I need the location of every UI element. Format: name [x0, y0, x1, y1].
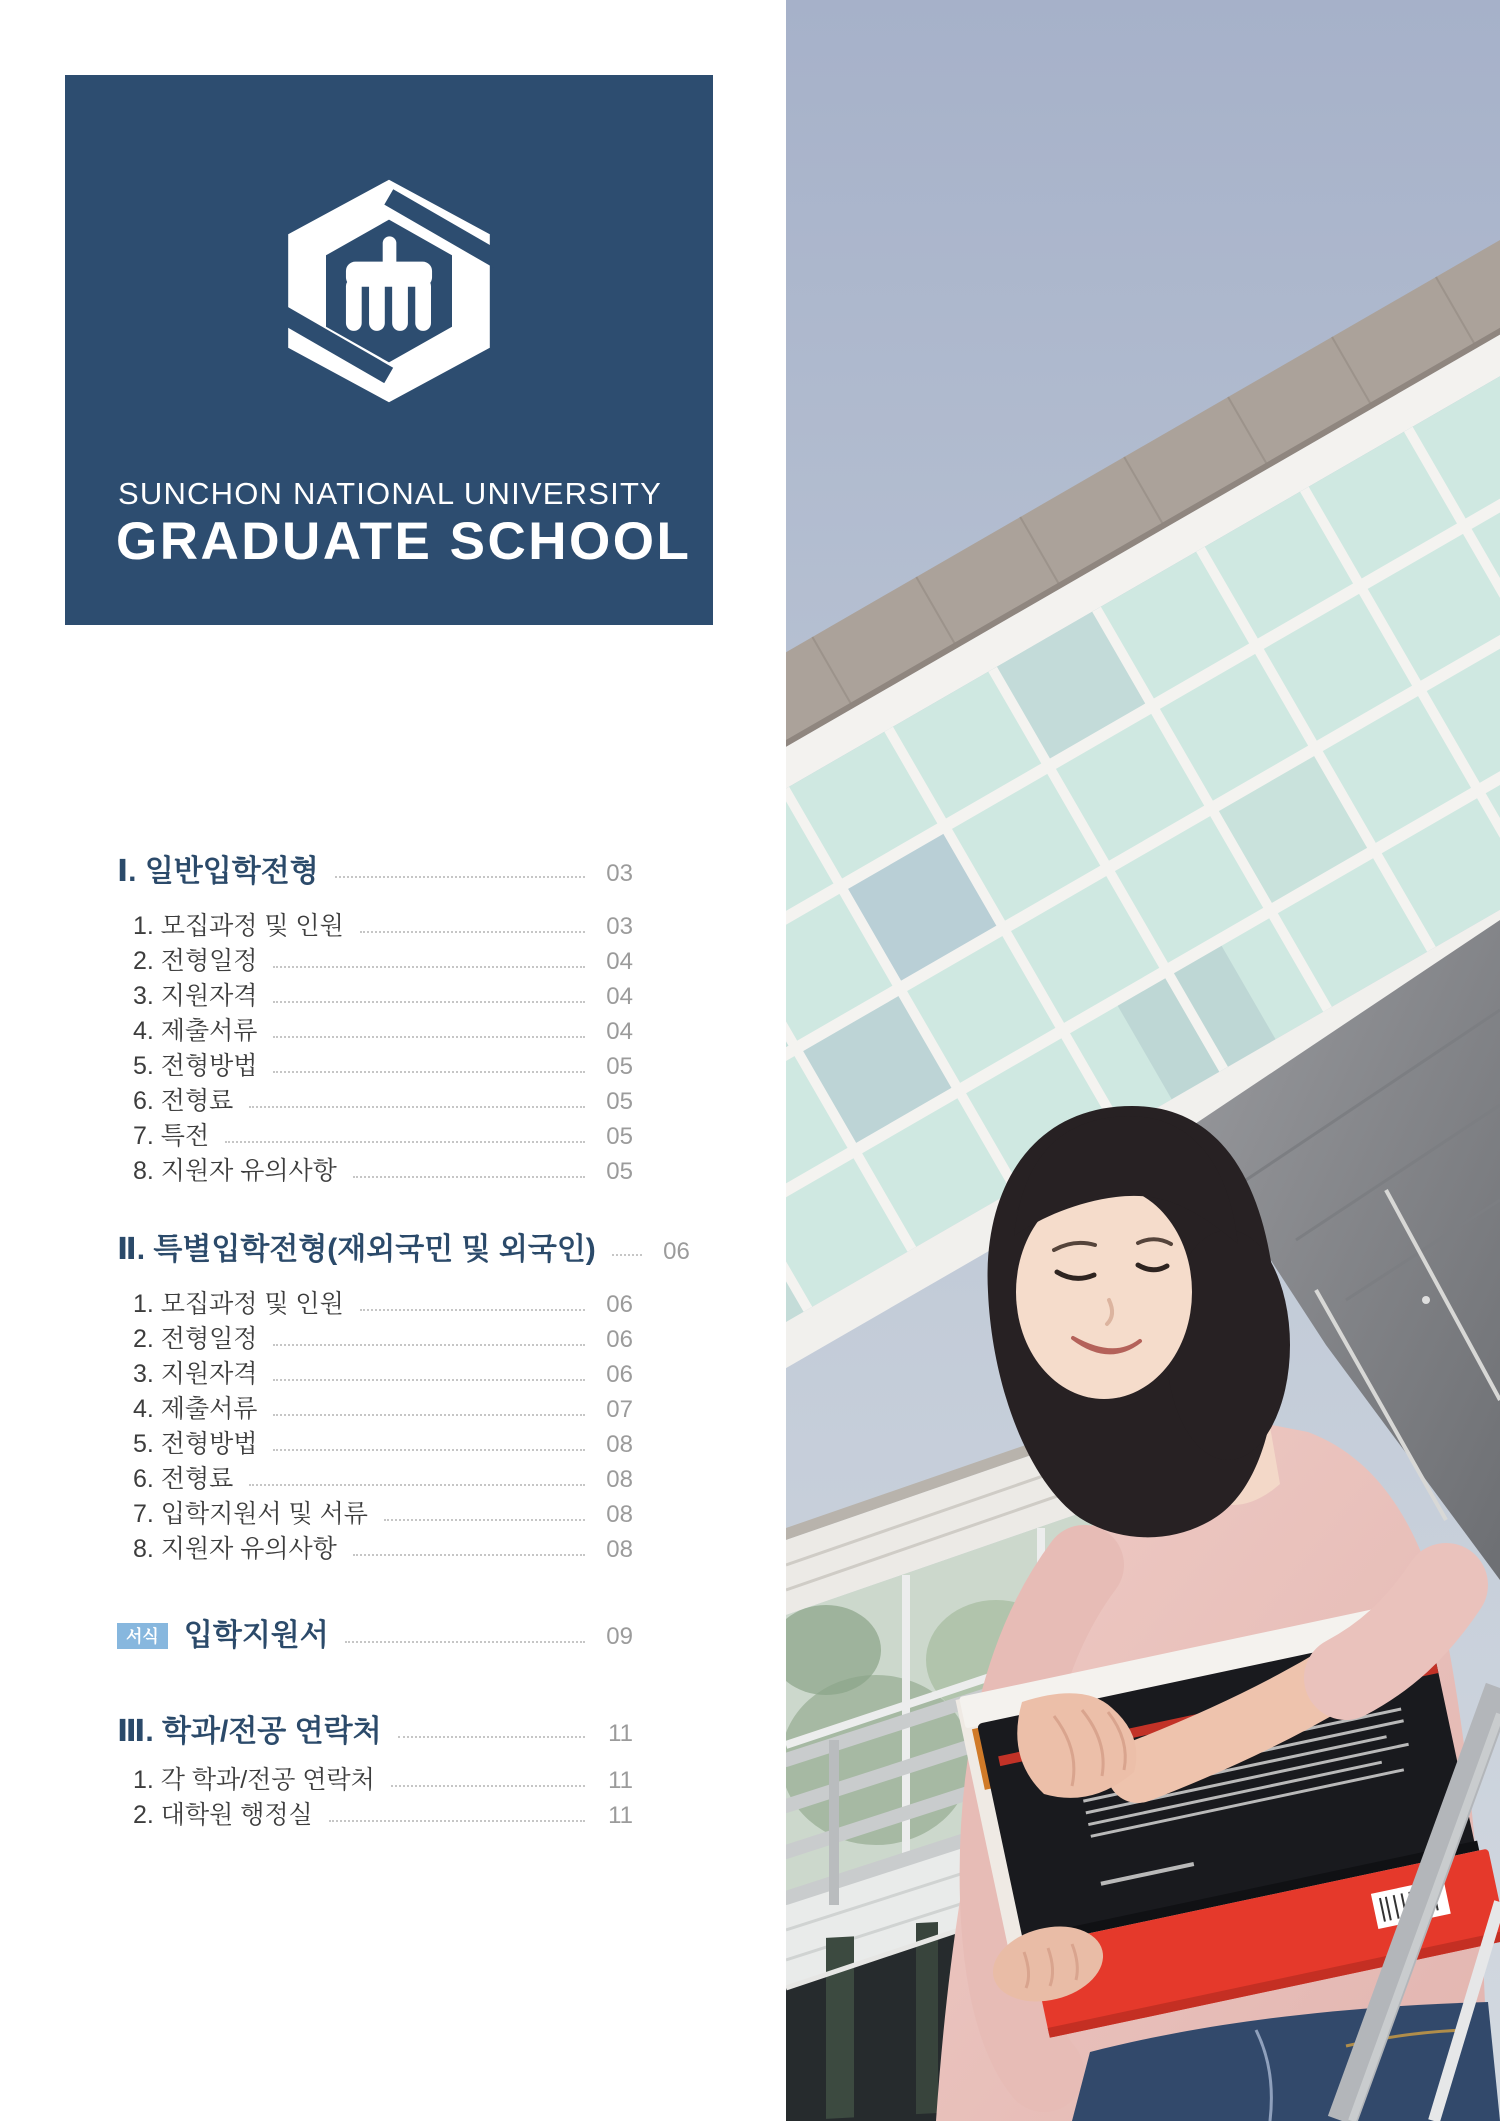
page-number: 03 [606, 913, 633, 940]
page-number: 05 [606, 1053, 633, 1080]
toc-item-label: 2. 전형일정 [133, 1325, 258, 1353]
toc-item[interactable] [117, 1049, 633, 1084]
toc-item[interactable] [117, 1287, 633, 1322]
toc-item[interactable] [117, 1084, 633, 1119]
dotted-leader [249, 1106, 585, 1108]
toc-item[interactable] [117, 979, 633, 1014]
page-number: 11 [608, 1802, 633, 1829]
page-number: 11 [608, 1720, 633, 1747]
toc-item-label: 2. 대학원 행정실 [133, 1801, 313, 1829]
dotted-leader [273, 1071, 585, 1073]
section-title: Ⅱ. 특별입학전형(재외국민 및 외국인) [117, 1233, 596, 1266]
toc-item[interactable] [117, 1357, 633, 1392]
dotted-leader [273, 1001, 585, 1003]
dotted-leader [391, 1785, 585, 1787]
toc-item[interactable] [117, 1119, 633, 1154]
toc-item-label: 3. 지원자격 [133, 1360, 258, 1388]
dotted-leader [353, 1176, 585, 1178]
page-number: 06 [606, 1291, 633, 1318]
toc-form-row[interactable] [117, 1615, 633, 1657]
toc-item[interactable] [117, 1427, 633, 1462]
toc-item[interactable] [117, 1763, 633, 1798]
page-number: 08 [606, 1501, 633, 1528]
section-title: Ⅲ. 학과/전공 연락처 [117, 1715, 382, 1748]
campus-photo [786, 0, 1500, 2121]
toc-item-label: 1. 모집과정 및 인원 [133, 1290, 344, 1318]
page-number: 04 [606, 948, 633, 975]
university-hexagon-logo-icon [284, 175, 494, 407]
dotted-leader [273, 1344, 585, 1346]
dotted-leader [273, 1449, 585, 1451]
toc-item-label: 2. 전형일정 [133, 947, 258, 975]
toc-item-label: 7. 특전 [133, 1122, 210, 1150]
page-number: 06 [606, 1326, 633, 1353]
toc-item[interactable] [117, 1322, 633, 1357]
toc-item[interactable] [117, 909, 633, 944]
dotted-leader [273, 1036, 585, 1038]
dotted-leader [225, 1141, 585, 1143]
page-number: 06 [606, 1361, 633, 1388]
page-number: 07 [606, 1396, 633, 1423]
toc-item-label: 8. 지원자 유의사항 [133, 1157, 337, 1185]
toc-item-label: 4. 제출서류 [133, 1017, 258, 1045]
toc-item-label: 4. 제출서류 [133, 1395, 258, 1423]
page-number: 05 [606, 1088, 633, 1115]
toc-item[interactable] [117, 1014, 633, 1049]
dotted-leader [273, 1379, 585, 1381]
toc-item-label: 6. 전형료 [133, 1087, 234, 1115]
page-number: 05 [606, 1123, 633, 1150]
toc-section-heading[interactable] [117, 853, 633, 891]
page-number: 03 [606, 860, 633, 887]
dotted-leader [612, 1254, 642, 1256]
toc-item[interactable] [117, 1532, 633, 1567]
dotted-leader [273, 1414, 585, 1416]
toc-item-label: 7. 입학지원서 및 서류 [133, 1500, 368, 1528]
toc-item-label: 3. 지원자격 [133, 982, 258, 1010]
dotted-leader [353, 1554, 585, 1556]
page-number: 08 [606, 1536, 633, 1563]
page-number: 08 [606, 1466, 633, 1493]
toc-item[interactable] [117, 1497, 633, 1532]
toc-item-label: 6. 전형료 [133, 1465, 234, 1493]
toc-item[interactable] [117, 1392, 633, 1427]
dotted-leader [384, 1519, 585, 1521]
section-title: Ⅰ. 일반입학전형 [117, 855, 319, 888]
page-number: 09 [606, 1623, 633, 1650]
dotted-leader [273, 966, 585, 968]
dotted-leader [345, 1641, 585, 1643]
table-of-contents [117, 853, 690, 1833]
toc-item-label: 5. 전형방법 [133, 1052, 258, 1080]
dotted-leader [329, 1820, 585, 1822]
graduate-school-title: GRADUATE SCHOOL [116, 512, 692, 571]
page-number: 04 [606, 983, 633, 1010]
toc-section-heading[interactable] [117, 1713, 633, 1751]
dotted-leader [360, 1309, 585, 1311]
page-number: 11 [608, 1767, 633, 1794]
page-number: 08 [606, 1431, 633, 1458]
dotted-leader [249, 1484, 585, 1486]
university-name: SUNCHON NATIONAL UNIVERSITY [118, 476, 662, 511]
dotted-leader [335, 876, 585, 878]
dotted-leader [360, 931, 585, 933]
toc-item[interactable] [117, 944, 633, 979]
toc-section-heading[interactable] [117, 1231, 690, 1269]
toc-item[interactable] [117, 1154, 633, 1189]
toc-item[interactable] [117, 1462, 633, 1497]
form-title: 입학지원서 [183, 1619, 329, 1652]
brand-box [65, 75, 713, 625]
page-number: 06 [663, 1238, 690, 1265]
page-number: 04 [606, 1018, 633, 1045]
form-badge: 서식 [117, 1623, 168, 1649]
page-number: 05 [606, 1158, 633, 1185]
dotted-leader [398, 1736, 585, 1738]
toc-item-label: 1. 각 학과/전공 연락처 [133, 1766, 375, 1794]
toc-item-label: 5. 전형방법 [133, 1430, 258, 1458]
toc-item-label: 1. 모집과정 및 인원 [133, 912, 344, 940]
toc-item[interactable] [117, 1798, 633, 1833]
toc-item-label: 8. 지원자 유의사항 [133, 1535, 337, 1563]
